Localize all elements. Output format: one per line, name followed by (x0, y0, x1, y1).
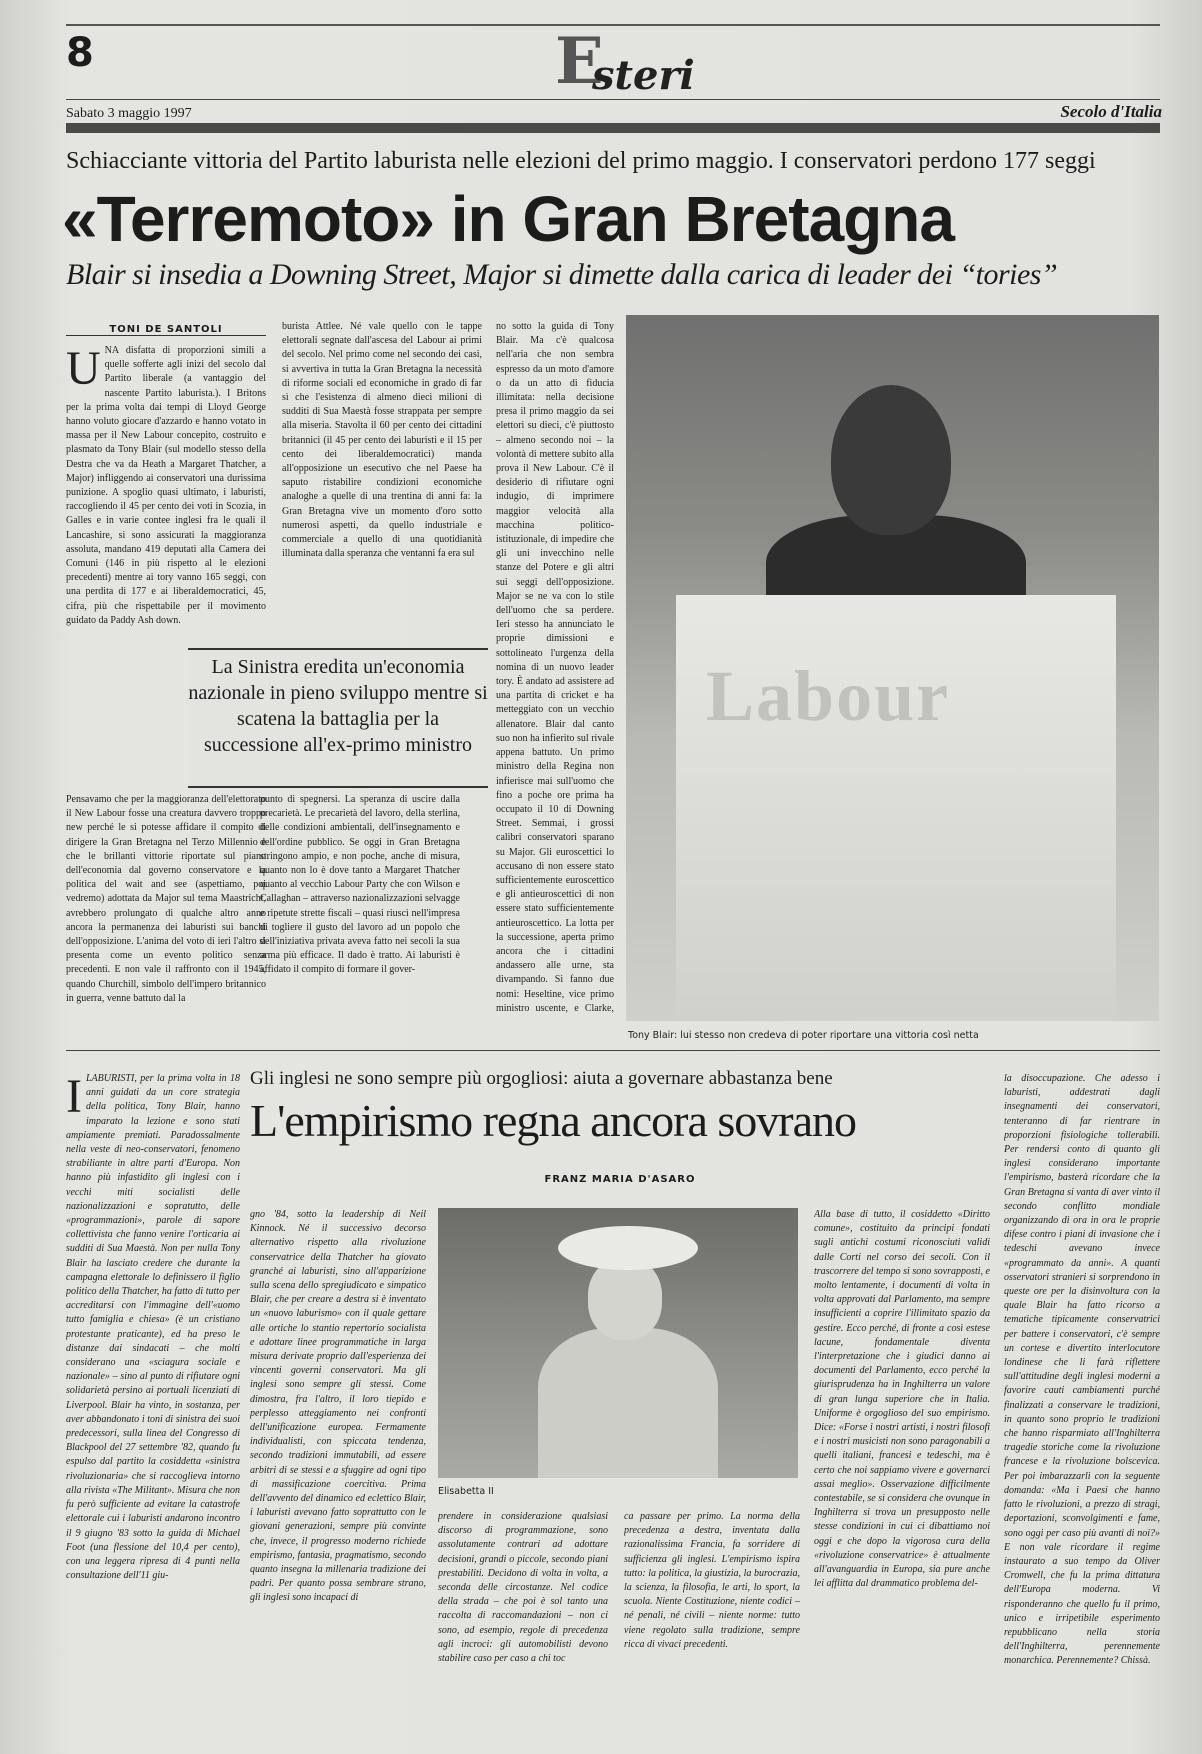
story-divider (66, 1050, 1160, 1051)
second-column-6: la disoccupazione. Che adesso i laburisti, addestrati dagli insegnamenti dei conservatori, tenteranno di far rientrare in proporzioni fisiologiche tollerabili. Per rendersi conto di quanto gli inglesi considerano importante l'empirismo, basterà ricordare che la Gran Bretagna si vanta di aver vinto il secondo conflitto mondiale organizzando di ora in ora le proprie difese contro i piani di invasione che i tedeschi avevano invece «programmato da anni». A quanti osservatori stranieri si sorprendono in queste ore per la disinvoltura con la quale Blair ha fatto ricorso a tematiche tipicamente conservatrici per battere i conservatori, c'è sempre un cortese e divertito interlocutore londinese che li farà riflettere sull'attitudine degli inglesi moderni a favorire cauti cambiamenti purché finalizzati a conservare le tradizioni, in quanto sono proprio le tradizioni che hanno risparmiato all'Inghilterra tragedie storiche come la rivoluzione francese e la rivoluzione bolscevica. Per poi imbarazzarli con la seguente domanda: «Ma i Paesi che hanno fatto le rivoluzioni, a prezzo di stragi, deportazioni, sconvolgimenti e fame, sono oggi per caso più avanti di noi?» E non vale ricordare il regime instaurato a suo tempo da Oliver Cromwell, che fu la prima dittatura dell'Europa moderna. Vi risponderanno che quello fu il primo, unico e irripetibile esperimento repubblicano nella storia dell'Inghilterra, perennemente monarchica. Perennemente? Chissà. (1004, 1073, 1160, 1667)
second-headline: L'empirismo regna ancora sovrano (250, 1095, 857, 1146)
queen-caption: Elisabetta II (438, 1486, 494, 1497)
second-column-3: prendere in considerazione qualsiasi discorso di programmazione, sono assolutamente contrari ad adottare decisioni, grandi o piccole, secondo piani prestabiliti. Decidono di volta in volta, a seconda delle circostanze. Nel codice della strada – che poi è sol tanto una raccolta di raccomandazioni – non ci sono, ad esempio, regole di precedenza agli incroci: gli automobilisti devono stabilire caso per caso a chi toc (438, 1511, 608, 1665)
second-column-5: Alla base di tutto, il cosiddetto «Diritto comune», costituito da principi fondati sugli antichi costumi riconosciuti validi dalle Corti nel corso dei secoli. Con il trascorrere del tempo si sono sovrapposti, e molto lentamente, i documenti di volta in volta approvati dal Parlamento, ma sempre insufficienti a coprire l'illimitato spazio da gestire. Ecco perché, di fronte a così estese lacune, fondamentale diventa l'interpretazione che i giudici danno ai documenti del Parlamento, ecco perché la giurisprudenza ha in Inghilterra un valore di gran lunga superiore che in Italia. Uniforme è orgoglioso del suo empirismo. Dice: «Forse i nostri artisti, i nostri filosofi e i nostri musicisti non sono paragonabili a quelli italiani, francesi e tedeschi, ma è certo che noi sappiamo vivere e governarci assai meglio». Osservazione difficilmente contestabile, se si considera che ovunque in Inghilterra si trova un presupposto nelle stesse condizioni in cui ci dibattiamo noi oggi e che dopo la vigorosa cura della «rivoluzione conservatrice» è attualmente all'avanguardia in Europa, sia pure anche lei afflitta dal drammatico problema del- (814, 1209, 990, 1590)
blair-caption: Tony Blair: lui stesso non credeva di poter riportare una vittoria così netta (628, 1030, 979, 1041)
second-text-1: LABURISTI, per la prima volta in 18 anni guidati da un core strategia della politica, Tony Blair, hanno imparato la lezione e sono stati ampiamente premiati. Paradossalmente nella veste di neo-conservatori, fenomeno strabiliante in altre parti d'Europa. Non hanno più infastidito gli inglesi con i vecchi miti socialisti delle nazionalizzazioni e sopratutto, delle «programmazioni», parole di sapore collettivista che fanno venire l'orticaria ai sudditi di Sua Maestà. Non per nulla Tony Blair ha lasciato credere che durante la campagna elettorale lo definissero il figlio politico della Thatcher, ha fatto di tutto per accreditarsi con l'immagine dell'«uomo tutto famiglia e chiesa» (è un cristiano protestante praticante), ed ha preso le distanze dai sindacati – che molti considerano una «sciagura sociale e nazionale» – sino al punto di rifiutare ogni solidarietà persino ai portuali licenziati di Liverpool. Blair ha vinto, in sostanza, per aver abbandonato i toni di sinistra dei suoi predecessori, sulla linea del Congresso di Blackpool del 27 settembre '82, quando fu espulso dal partito la cosiddetta «sinistra rivoluzionaria» che si raccoglieva intorno alla rivista «The Militant». Misura che non fu però sufficiente ad evitare la catastrofe elettorale cui i laburisti andarono incontro il 9 giugno '83 sotto la guida di Michael Foot (una flessione del 10,4 per cento), con una leggera ripresa di 4 punti nella consultazione dell'11 giu- (66, 1073, 240, 1582)
blair-photo (626, 315, 1159, 1021)
lectern-label: Labour (706, 656, 951, 736)
lead-column-2a: burista Attlee. Né vale quello con le tappe elettorali segnate dall'ascesa del Labour ai primi del secolo. Nel primo come nel secondo dei casi, si avvertiva in tutta la Gran Bretagna la necessità di riforme sociali ed economiche in grado di far sì che l'esistenza di almeno dieci milioni di sudditi di Sua Maestà fosse strappata per sempre alla miseria. Stavolta il 60 per cento dei cittadini britannici (il 45 per cento dei laburisti e il 15 per cento dei liberaldemocratici) manda all'opposizione un esecutivo che nel Paese ha saputo ristabilire condizioni economiche analoghe a quelle di una trentina di anni fa: la Gran Bretagna vive un momento d'oro sotto numerosi aspetti, da quello industriale e commerciale a quello di una quotidianità illuminata dalla speranza che ventanni fa era sul (282, 321, 482, 560)
second-dropcap: I (66, 1072, 82, 1123)
lead-byline: TONI DE SANTOLI (66, 324, 266, 336)
top-rule (66, 24, 1160, 26)
queen-photo (438, 1208, 798, 1478)
queen-face (588, 1258, 662, 1340)
second-column-4: ca passare per primo. La norma della precedenza a destra, inventata dalla razionalissima Francia, fa sorridere di sufficienza gli inglesi. L'empirismo ispira tutto: la politica, la giustizia, la burocrazia, la scienza, la filosofia, le arti, lo sport, la scuola. Niente Costituzione, niente codici – né penali, né civili – niente norme: tutto viene regolato sulla tradizione, sempre ricca di vivaci precedenti. (624, 1511, 800, 1650)
header-rule (66, 99, 1160, 100)
section-title: steri (592, 52, 695, 99)
lead-headline: «Terremoto» in Gran Bretagna (62, 183, 954, 255)
second-byline: FRANZ MARIA D'ASARO (544, 1174, 696, 1185)
section-initial: E (555, 24, 604, 99)
lead-text: NA disfatta di proporzioni simili a quelle sofferte agli inizi del secolo dal Partito liberale (a vantaggio del nascente Partito laburista.). I Britons per la prima volta dai tempi di Lloyd George hanno voluto giocare d'azzardo e hanno votato in massa per il New Labour concepito, costruito e plasmato da Tony Blair (sul modello stesso della Destra che va da Heath a Margaret Thatcher, a Major) infliggendo ai conservatori una durissima punizione. A spoglio quasi ultimato, i laburisti, raccogliendo il 45 per cento dei voti in Scozia, in Galles e in varie contee inglesi fra le quali il Lancashire, si sono assicurati la maggioranza assoluta, mandano 419 deputati alla Camera dei Comuni (146 in più rispetto al le elezioni precedenti) mentre ai tory vanno 165 seggi, con una perdita di 177 e ai liberaldemocratici, 45, cifra, più che rispettabile per il movimento guidato da Paddy Ash down. (66, 345, 266, 626)
lead-column-1b: Pensavamo che per la maggioranza dell'elettorato il New Labour fosse una creatura davvero troppo new perché le si potesse affidare il compito di dirigere la Gran Bretagna nel Terzo Millennio e che le brillanti vittorie riportate sul piano dell'economia dal governo conservatore e la politica del wait and see (aspettiamo, poi vedremo) adottata da Major sul tema Maastricht, avrebbero prolungato di qualche altro anno ancora la permanenza dei laburisti sui banchi dell'opposizione. L'anima del voto di ieri l'altro si presenta come un evento politico senza precedenti. E non vale il raffronto con il 1945, quando Churchill, simbolo dell'impero britannico in guerra, venne battuto dal la (66, 794, 266, 1004)
dateline: Sabato 3 maggio 1997 (66, 106, 192, 121)
lead-column-3: no sotto la guida di Tony Blair. Ma c'è qualcosa nell'aria che non sembra espresso da un moto d'amore o da un atto di fiducia illimitata: nella decisione presa il primo maggio da sei elettori su dieci, c'è piuttosto – almeno secondo noi – la volontà di mettere subito alla prova il New Labour. C'è il desiderio di rifiutare ogni indugio, di imprimere maggior velocità alla macchina politico-istituzionale, di impedire che gli uni invecchino nelle stanze del Potere e gli altri sui seggi dell'opposizione. Major se ne va con lo stile dell'uomo che sa perdere. Ieri stesso ha annunciato le proprie dimissioni e sottolineato l'urgenza della nomina di un nuovo leader tory. È andato ad assistere ad una partita di cricket e ha metteggiato con un vecchio allenatore. Blair dal canto suo non ha infierito sul rivale appena battuto. Un primo ministro della Regina non infierisce mai sull'uomo che fino a poche ore prima ha occupato il 10 di Downing Street. Semmai, i grossi calibri conservatori sparano su Major. Gli euroscettici lo accusano di non essere stato sufficientemente euroscettico e gli antieuroscettici di non essere stato sufficientemente antieuroscettico. La lotta per la successione, aperta primo ancora che i cittadini andassero alle urne, sta divampando. Si fanno due nomi: Heseltine, vice primo ministro uscente, e Clarke, (496, 321, 614, 1014)
lead-column-1a (66, 344, 266, 644)
lead-subhead: Blair si insedia a Downing Street, Major si dimette dalla carica di leader dei “tories” (66, 258, 1058, 291)
header-bar (66, 123, 1160, 133)
lead-kicker: Schiacciante vittoria del Partito laburista nelle elezioni del primo maggio. I conservatori perdono 177 seggi (66, 148, 1096, 174)
queen-hat (558, 1226, 698, 1270)
second-column-1 (66, 1072, 240, 1742)
second-column-2: gno '84, sotto la leadership di Neil Kinnock. Né il successivo decorso alternativo rispetto alla rivoluzione conservatrice della Thatcher ha giovato granché ai laburisti, sino all'apparizione sulla scena dello spregiudicato e simpatico Blair, che per creare a destra si è inventato un «nuovo laburismo» con il quale gettare alle ortiche lo stantio repertorio socialista e adottare linee programmatiche in larga misura derivate proprio dall'esperienza dei vincenti governi conservatori. Ma gli inglesi sono sempre gli stessi. Come dimostra, fra l'altro, il loro tiepido e perplesso atteggiamento nei confronti dell'unificazione europea. Fermamente individualisti, con spiccata tendenza, secondo tradizioni immutabili, ad essere arbitri di se stessi e a sfuggire ad ogni tipo di massificazione coercitiva. Prima dell'avvento del dinamico ed eclettico Blair, i laburisti avevano fatto soprattutto con le giovani generazioni, sempre più convinte che, invece, il progresso moderno richiede empirismo, fantasia, pragmatismo, secondo quanto insegna la millenaria tradizione dei padri. Per quanto possa sembrare strano, gli inglesi sono incapaci di (250, 1209, 426, 1604)
speaker-head (831, 385, 951, 535)
second-kicker: Gli inglesi ne sono sempre più orgogliosi: aiuta a governare abbastanza bene (250, 1068, 833, 1089)
pull-quote: La Sinistra eredita un'economia nazionale in pieno sviluppo mentre si scatena la battaglia per la successione all'ex-primo ministro (188, 648, 488, 788)
page-number: 8 (66, 30, 94, 76)
masthead: Secolo d'Italia (1060, 102, 1162, 121)
queen-body (538, 1328, 718, 1478)
lead-column-2b: punto di spegnersi. La speranza di uscire dalla precarietà. Le precarietà del lavoro, della sterlina, delle condizioni ambientali, dell'insegnamento e dell'ordine pubblico. Se oggi in Gran Bretagna stringono ampio, e non poche, anche di misura, quanto non lo è dove tanto a Margaret Thatcher quanto al vecchio Labour Party che con Wilson e Callaghan – attraverso nazionalizzazioni selvagge e ripetute strette fiscali – quasi riuscì nell'impresa di togliere il gusto del lavoro ad un popolo che dell'iniziativa privata aveva fatto nei secoli la sua arma più efficace. Il dado è tratto. Ai laburisti è affidato il compito di formare il gover- (260, 794, 460, 976)
lead-dropcap: U (66, 344, 101, 395)
